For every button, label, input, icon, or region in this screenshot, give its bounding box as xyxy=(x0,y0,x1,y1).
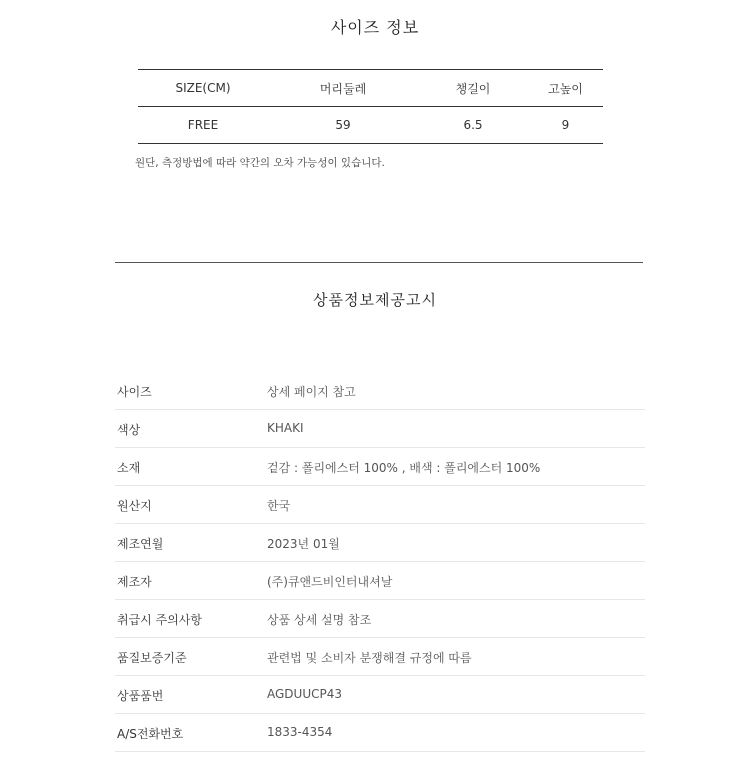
info-value: AGDUUCP43 xyxy=(267,687,342,701)
info-label: 취급시 주의사항 xyxy=(117,613,202,627)
info-value: KHAKI xyxy=(267,421,304,435)
info-value: 상세 페이지 참고 xyxy=(267,385,356,399)
size-table-header-row xyxy=(138,70,603,107)
info-row-material xyxy=(115,448,645,486)
info-label: 원산지 xyxy=(117,499,152,513)
info-row-quality-standard xyxy=(115,638,645,676)
info-value: 1833-4354 xyxy=(267,725,333,739)
info-value: (주)큐앤드비인터내셔날 xyxy=(267,575,393,589)
info-label: 색상 xyxy=(117,423,141,437)
info-row-manufacturer xyxy=(115,562,645,600)
info-label: 상품품번 xyxy=(117,689,164,703)
info-label: 품질보증기준 xyxy=(117,651,187,665)
size-cell-height: 9 xyxy=(528,107,603,144)
info-label: 제조자 xyxy=(117,575,152,589)
product-info-list xyxy=(115,372,645,752)
info-row-product-code xyxy=(115,676,645,714)
section-divider xyxy=(115,262,643,263)
size-cell-size: FREE xyxy=(138,107,268,144)
size-cell-brim-length: 6.5 xyxy=(418,107,528,144)
info-row-size xyxy=(115,372,645,410)
size-header-brim-length: 챙길이 xyxy=(418,70,528,107)
size-header-head-circumference: 머리둘레 xyxy=(268,70,418,107)
info-value: 겉감 : 폴리에스터 100% , 배색 : 폴리에스터 100% xyxy=(267,461,541,475)
size-note: 원단, 측정방법에 따라 약간의 오차 가능성이 있습니다. xyxy=(135,157,385,169)
size-header-height: 고높이 xyxy=(528,70,603,107)
info-row-origin xyxy=(115,486,645,524)
product-notice-title: 상품정보제공고시 xyxy=(313,291,437,309)
info-value: 2023년 01월 xyxy=(267,537,340,551)
size-cell-head-circumference: 59 xyxy=(268,107,418,144)
info-row-as-phone xyxy=(115,714,645,752)
info-value: 한국 xyxy=(267,499,291,513)
info-row-manufacture-date xyxy=(115,524,645,562)
info-row-color xyxy=(115,410,645,448)
size-header-size: SIZE(CM) xyxy=(138,70,268,107)
size-table-row xyxy=(138,107,603,144)
info-value: 관련법 및 소비자 분쟁해결 규정에 따름 xyxy=(267,651,472,665)
info-label: 사이즈 xyxy=(117,385,152,399)
size-info-title: 사이즈 정보 xyxy=(330,18,420,37)
info-label: 제조연월 xyxy=(117,537,164,551)
info-row-care xyxy=(115,600,645,638)
size-table xyxy=(138,69,603,144)
info-label: A/S전화번호 xyxy=(117,727,184,741)
info-label: 소재 xyxy=(117,461,141,475)
info-value: 상품 상세 설명 참조 xyxy=(267,613,372,627)
